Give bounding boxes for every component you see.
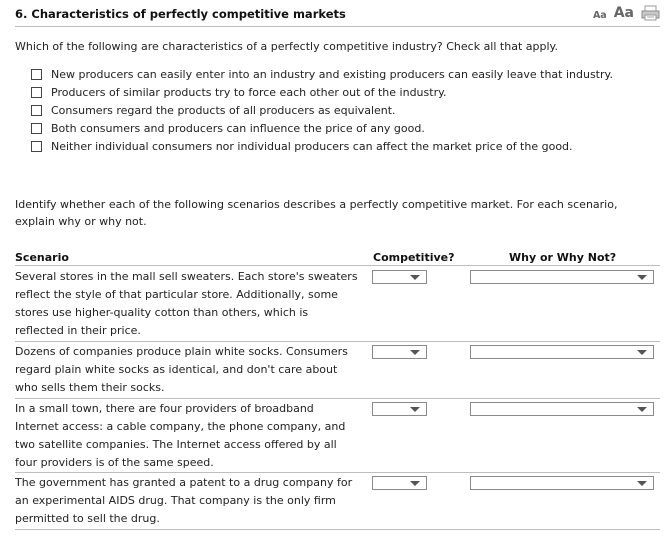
chevron-down-icon [637, 350, 647, 355]
competitive-dropdown[interactable] [372, 270, 427, 284]
option-checkbox[interactable] [31, 87, 42, 98]
question-header [15, 7, 660, 25]
part2-prompt: Identify whether each of the following scenarios describes a perfectly competitive market. For each scenario, explain why or why not. [15, 198, 618, 228]
row-divider [15, 341, 660, 342]
chevron-down-icon [410, 350, 420, 355]
chevron-down-icon [637, 275, 647, 280]
option-label: New producers can easily enter into an industry and existing producers can easily leave that industry. [51, 67, 613, 81]
row-divider [15, 398, 660, 399]
chevron-down-icon [637, 407, 647, 412]
chevron-down-icon [410, 481, 420, 486]
column-header-why: Why or Why Not? [509, 251, 617, 264]
table-bottom-divider [15, 529, 660, 530]
option-item [31, 83, 613, 101]
font-size-large-button[interactable]: Aa [613, 5, 634, 21]
reason-dropdown[interactable] [470, 476, 654, 490]
option-checkbox[interactable] [31, 105, 42, 116]
option-checkbox[interactable] [31, 123, 42, 134]
chevron-down-icon [410, 407, 420, 412]
option-item [31, 65, 613, 83]
scenario-text: Dozens of companies produce plain white socks. Consumers regard plain white socks as identical, and don't care about who sells them their socks. [15, 345, 348, 394]
competitive-dropdown[interactable] [372, 476, 427, 490]
chevron-down-icon [637, 481, 647, 486]
column-header-scenario: Scenario [15, 251, 69, 264]
option-label: Consumers regard the products of all producers as equivalent. [51, 103, 396, 117]
option-checkbox[interactable] [31, 141, 42, 152]
font-size-small-button[interactable]: Aa [592, 10, 607, 21]
competitive-dropdown[interactable] [372, 402, 427, 416]
reason-dropdown[interactable] [470, 270, 654, 284]
option-item [31, 101, 613, 119]
option-item [31, 137, 613, 155]
table-header-divider [15, 265, 660, 266]
chevron-down-icon [410, 275, 420, 280]
scenario-text: In a small town, there are four providers of broadband Internet access: a cable company, the phone company, and two satellite companies. The Internet access offered by all four providers is of the same speed. [15, 402, 346, 469]
reason-dropdown[interactable] [470, 345, 654, 359]
column-header-competitive: Competitive? [373, 251, 455, 264]
option-item [31, 119, 613, 137]
option-label: Neither individual consumers nor individual producers can affect the market price of the good. [51, 139, 573, 153]
scenario-text: The government has granted a patent to a drug company for an experimental AIDS drug. That company is the only firm permitted to sell the drug. [15, 476, 353, 525]
scenario-text: Several stores in the mall sell sweaters. Each store's sweaters reflect the style of that particular store. Additionally, some stores use higher-quality cotton than others, which is reflected in their price. [15, 270, 358, 337]
competitive-dropdown[interactable] [372, 345, 427, 359]
part1-prompt: Which of the following are characteristics of a perfectly competitive industry? Check all that apply. [15, 40, 558, 53]
reason-dropdown[interactable] [470, 402, 654, 416]
option-label: Producers of similar products try to force each other out of the industry. [51, 85, 447, 99]
option-checkbox[interactable] [31, 69, 42, 80]
row-divider [15, 472, 660, 473]
checkbox-list [31, 65, 613, 155]
printer-icon[interactable] [641, 5, 660, 21]
header-divider [15, 26, 660, 27]
option-label: Both consumers and producers can influence the price of any good. [51, 121, 425, 135]
header-tools [593, 5, 660, 21]
question-title: 6. Characteristics of perfectly competitive markets [15, 7, 346, 21]
